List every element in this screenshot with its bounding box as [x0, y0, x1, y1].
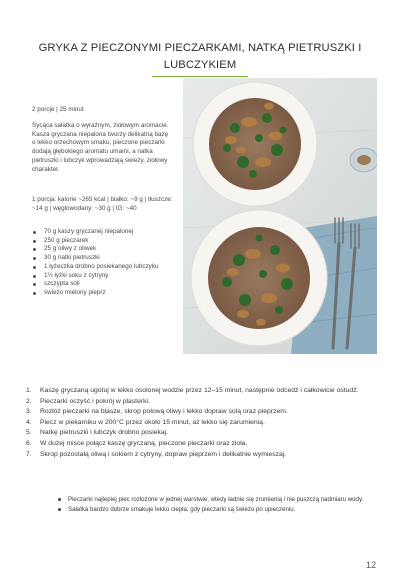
- ingredient-item: szczypta soli: [32, 280, 172, 289]
- recipe-photo: [183, 78, 377, 354]
- steps-list: [26, 386, 378, 460]
- step-item: [26, 439, 378, 450]
- step-number: 7.: [26, 450, 32, 458]
- step-text: Piecz w piekarniku w 200°C przez około 15 minut, aż lekko się zarumienią.: [40, 418, 265, 426]
- step-number: 3.: [26, 408, 32, 416]
- nutrition-info: 1 porcja: kalorie ~265 kcal | białko: ~9 g | tłuszcze: ~14 g | węglowodany: ~30 g | IG: ~40: [32, 196, 173, 212]
- tip-item: Pieczarki najlepiej piec rozłożone w jednej warstwie, wtedy ładnie się zrumienią i nie puszczą nadmiaru wody.: [56, 495, 372, 505]
- title-underline: [152, 76, 248, 77]
- ingredient-item: 25 g oliwy z oliwek: [32, 245, 172, 254]
- ingredient-item: 1½ łyżki soku z cytryny: [32, 272, 172, 281]
- step-item: [26, 386, 378, 397]
- step-number: 2.: [26, 397, 32, 405]
- ingredients-list: [32, 228, 172, 298]
- step-text: Kaszę gryczaną ugotuj w lekko osolonej wodzie przez 12–15 minut, następnie odcedź i całkowicie ostudź.: [40, 387, 359, 394]
- step-text: Pieczarki oczyść i pokrój w plasterki.: [40, 397, 150, 405]
- bowl-icon: [191, 210, 327, 346]
- small-dish-icon: [350, 148, 377, 172]
- ingredient-item: 30 g natki pietruszki: [32, 254, 172, 263]
- step-item: [26, 428, 378, 439]
- tip-item: Sałatka bardzo dobrze smakuje lekko ciepła, gdy pieczarki są świeżo po upieczeniu.: [56, 505, 372, 515]
- step-item: [26, 418, 378, 429]
- step-number: 5.: [26, 429, 32, 437]
- page-number: 12: [366, 560, 377, 570]
- recipe-title: GRYKA Z PIECZONYMI PIECZARKAMI, NATKĄ PIETRUSZKI I LUBCZYKIEM: [38, 42, 362, 71]
- step-number: 1.: [26, 387, 32, 394]
- ingredient-item: świeżo mielony pieprz: [32, 289, 172, 298]
- step-text: Rozłóż pieczarki na blasze, skrop połową oliwy i lekko dopraw solą oraz pieprzem.: [40, 408, 288, 416]
- step-text: Skrop pozostałą oliwą i sokiem z cytryny, dopraw pieprzem i delikatnie wymieszaj.: [40, 450, 287, 458]
- ingredient-item: 1 łyżeczka drobno posiekanego lubczyku: [32, 263, 172, 272]
- salad-bowls-illustration: [183, 78, 377, 354]
- step-item: [26, 397, 378, 408]
- step-item: [26, 407, 378, 418]
- step-number: 6.: [26, 439, 32, 447]
- step-text: W dużej misce połącz kaszę gryczaną, pieczone pieczarki oraz zioła.: [40, 439, 248, 447]
- step-number: 4.: [26, 418, 32, 426]
- recipe-description: Sycąca sałatka o wyraźnym, ziołowym aromacie. Kasza gryczana niepalona tworzy delikatną bazę o lekko orzechowym smaku, pieczone pieczarki dodają głębokiego aromatu umami, a natka pietruszki i lubczyk wprowadzają świeży, ziołowy charakter.: [32, 122, 169, 173]
- ingredient-item: 250 g pieczarek: [32, 237, 172, 246]
- ingredient-item: 70 g kaszy gryczanej niepalonej: [32, 228, 172, 237]
- tips-list: [56, 495, 372, 515]
- bowl-icon: [193, 82, 317, 206]
- step-text: Natkę pietruszki i lubczyk drobno posiekaj.: [40, 429, 169, 437]
- step-item: [26, 450, 378, 461]
- recipe-meta: 2 porcje | 25 minut: [32, 106, 84, 113]
